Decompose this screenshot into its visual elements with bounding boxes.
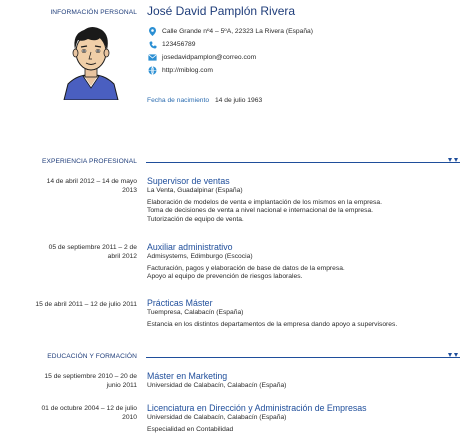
experience-entry-1 [147, 176, 457, 224]
divider-arrows [448, 353, 460, 358]
entry-description: Estancia en los distintos departamentos de la empresa dando apoyo a supervisores. [147, 320, 398, 328]
entry-title: Máster en Marketing [147, 371, 228, 381]
education-entry-1 [147, 371, 457, 391]
entry-description: Facturación, pagos y elaboración de base de datos de la empresa. Apoyo al equipo de prevención de riesgos laborales. [147, 264, 345, 280]
website-text[interactable]: http://miblog.com [162, 67, 213, 74]
experience-entry-2 [147, 242, 457, 282]
section-divider-experience [146, 162, 460, 163]
education-entry-2 [147, 403, 457, 434]
email-icon [147, 53, 158, 62]
phone-icon [147, 40, 158, 49]
person-name: José David Pamplón Rivera [147, 4, 296, 18]
entry-title: Auxiliar administrativo [147, 242, 233, 252]
web-icon [147, 66, 158, 75]
education-date-2: 01 de octubre 2004 – 12 de julio 2010 [41, 405, 137, 421]
email-text[interactable]: josedavidpamplon@correo.com [162, 54, 257, 61]
entry-title: Supervisor de ventas [147, 176, 230, 186]
entry-description: Especialidad en Contabilidad [147, 425, 234, 433]
experience-date-1: 14 de abril 2012 – 14 de mayo 2013 [46, 178, 137, 194]
experience-date-3: 15 de abril 2011 – 12 de julio 2011 [35, 301, 137, 308]
location-pin-icon [147, 27, 158, 36]
experience-date-2: 05 de septiembre 2011 – 2 de abril 2012 [48, 244, 137, 260]
entry-title: Prácticas Máster [147, 298, 213, 308]
contact-email[interactable] [147, 53, 256, 62]
entry-organization: Universidad de Calabacín, Calabacín (España) [147, 414, 287, 421]
contact-phone [147, 40, 195, 49]
entry-organization: Admisystems, Edimburgo (Escocia) [147, 253, 253, 260]
section-divider-education [146, 357, 460, 358]
contact-address [147, 27, 313, 36]
birth-date-label: Fecha de nacimiento [147, 97, 210, 104]
divider-arrows [448, 158, 460, 163]
section-label-education: EDUCACIÓN Y FORMACIÓN [47, 353, 137, 360]
birth-date-row [147, 97, 262, 104]
birth-date-value: 14 de julio 1963 [214, 97, 263, 104]
entry-title: Licenciatura en Dirección y Administración de Empresas [147, 403, 367, 413]
entry-organization: Tuempresa, Calabacín (España) [147, 309, 244, 316]
address-text: Calle Grande nº4 – 5ºA, 22323 La Rivera (España) [162, 28, 313, 35]
education-date-1: 15 de septiembre 2010 – 20 de junio 2011 [44, 373, 137, 389]
contact-website[interactable] [147, 66, 213, 75]
experience-entry-3 [147, 298, 457, 329]
entry-organization: La Venta, Guadalpinar (España) [147, 187, 243, 194]
avatar-illustration [56, 20, 126, 100]
phone-text: 123456789 [162, 41, 196, 48]
entry-organization: Universidad de Calabacín, Calabacín (España) [147, 382, 287, 389]
entry-description: Elaboración de modelos de venta e implantación de los mismos en la empresa. Toma de decisiones de venta a nivel nacional e internacional de la empresa. Tutorización de equipo de venta. [147, 198, 382, 223]
section-label-experience: EXPERIENCIA PROFESIONAL [41, 158, 137, 165]
section-label-personal: INFORMACIÓN PERSONAL [50, 9, 137, 16]
